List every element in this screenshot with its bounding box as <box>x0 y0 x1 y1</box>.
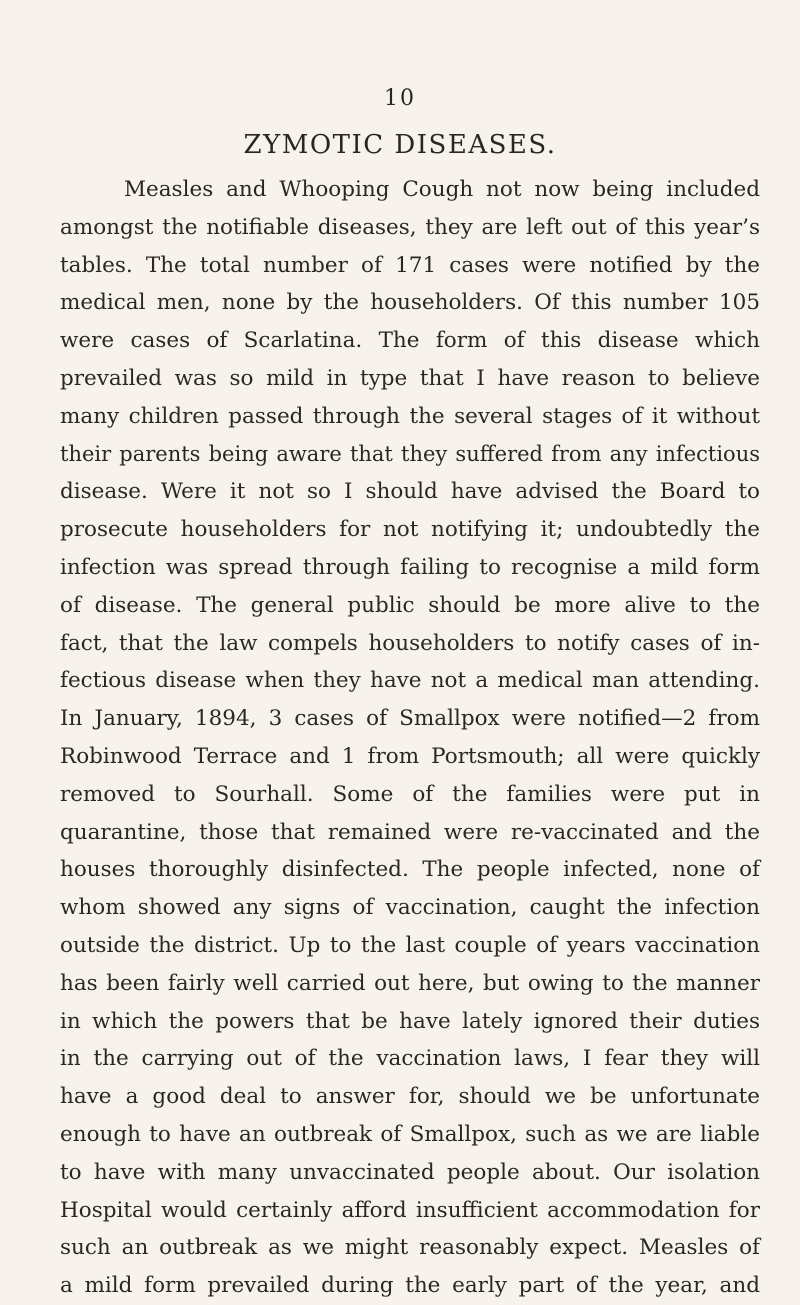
text-line: outside the district. Up to the last couple of years vaccination <box>60 932 760 958</box>
text-line: of disease. The general public should be more alive to the <box>60 592 760 618</box>
text-line: houses thoroughly disinfected. The people infected, none of <box>60 857 760 883</box>
section-title: ZYMOTIC DISEASES. <box>243 130 557 160</box>
text-line: in which the powers that be have lately ignored their duties <box>60 1008 760 1034</box>
text-line: Robinwood Terrace and 1 from Portsmouth; all were quickly <box>60 743 760 769</box>
text-line: removed to Sourhall. Some of the families were put in <box>60 781 760 807</box>
text-line: many children passed through the several stages of it without <box>60 403 760 429</box>
text-line: has been fairly well carried out here, but owing to the manner <box>60 970 760 996</box>
text-line: their parents being aware that they suffered from any infectious <box>60 441 760 466</box>
text-line: prevailed was so mild in type that I have reason to believe <box>60 365 760 391</box>
text-line: to have with many unvaccinated people about. Our isolation <box>60 1159 760 1185</box>
text-line: infection was spread through failing to recognise a mild form <box>60 554 760 580</box>
text-line: fact, that the law compels householders to notify cases of in- <box>60 630 760 656</box>
text-line: disease. Were it not so I should have advised the Board to <box>60 479 760 505</box>
text-line: tables. The total number of 171 cases were notified by the <box>60 252 760 278</box>
text-line: in the carrying out of the vaccination laws, I fear they will <box>60 1046 760 1072</box>
page-number: 10 <box>384 86 416 111</box>
text-line: In January, 1894, 3 cases of Smallpox were notified—2 from <box>60 706 760 732</box>
text-line: have a good deal to answer for, should we be unfortunate <box>60 1084 760 1110</box>
text-line: Measles and Whooping Cough not now being included <box>124 177 760 202</box>
text-line: were cases of Scarlatina. The form of this disease which <box>60 328 760 354</box>
text-line: fectious disease when they have not a medical man attending. <box>60 668 760 694</box>
text-line: such an outbreak as we might reasonably expect. Measles of <box>60 1235 760 1261</box>
text-line: medical men, none by the householders. Of this number 105 <box>60 290 760 316</box>
text-line: amongst the notifiable diseases, they are left out of this year’s <box>60 214 760 240</box>
text-line: whom showed any signs of vaccination, caught the infection <box>60 895 760 921</box>
text-line: Hospital would certainly afford insufficient accommodation for <box>60 1197 760 1223</box>
text-line: enough to have an outbreak of Smallpox, such as we are liable <box>60 1121 760 1147</box>
text-line: a mild form prevailed during the early part of the year, and <box>60 1273 760 1299</box>
text-line: quarantine, those that remained were re-vaccinated and the <box>60 819 760 845</box>
text-line: prosecute householders for not notifying it; undoubtedly the <box>60 517 760 543</box>
body-paragraph <box>60 171 760 1305</box>
